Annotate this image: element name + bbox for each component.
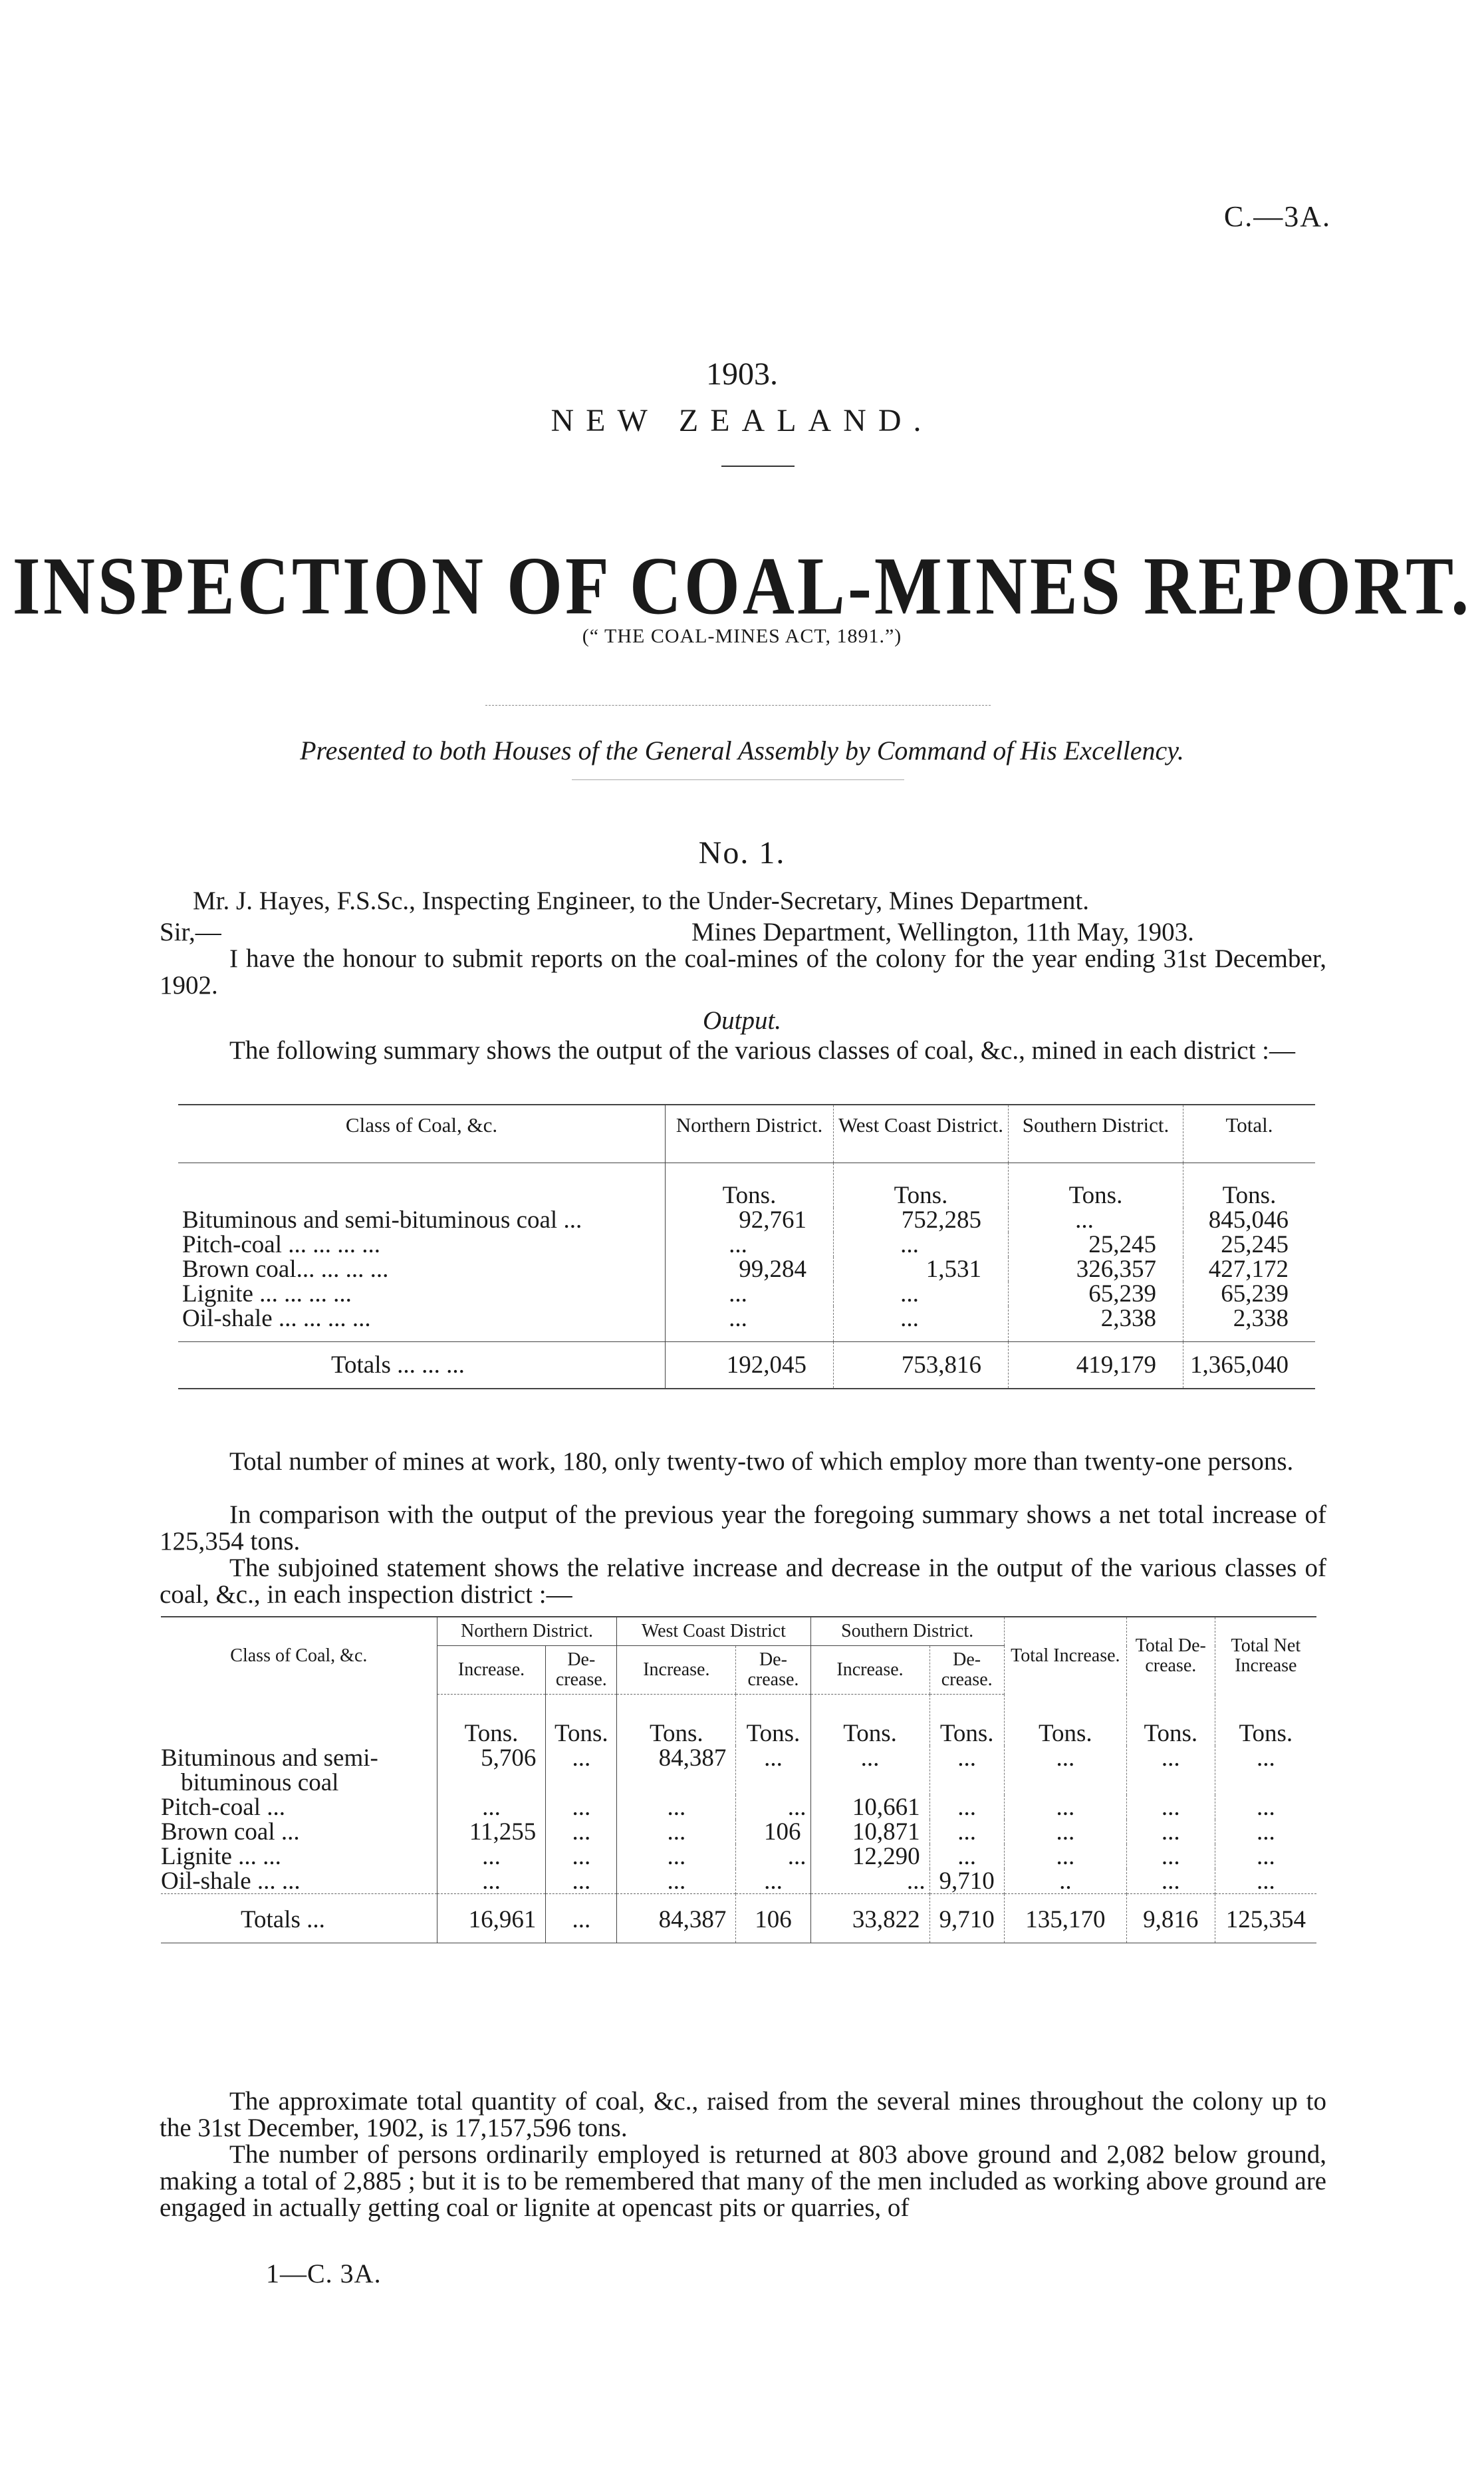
cell-value: ... [929,1844,1004,1869]
unit-label: Tons. [834,1163,1009,1208]
cell-value: 135,170 [1004,1894,1126,1943]
cell-value: ... [546,1795,617,1820]
cell-value: 11,255 [437,1820,546,1844]
col-header-southern: Southern District. [1009,1105,1183,1163]
unit-label: Tons. [437,1695,546,1746]
divider [485,705,991,706]
unit-label: Tons. [1009,1163,1183,1208]
row-label: Brown coal... ... ... ... [182,1256,389,1283]
paper-reference: C.—3A. [1223,200,1331,233]
subjoined-paragraph: The subjoined statement shows the relative increase and decrease in the output of the various classes of coal, &c., in each inspection district :— [160,1554,1326,1609]
sub-header-increase: Increase. [810,1646,929,1695]
cell-value: 1,365,040 [1183,1342,1316,1389]
unit-label: Tons. [736,1695,810,1746]
cell-value: ... [1004,1746,1126,1795]
table-row [161,1844,1316,1869]
cell-value: 33,822 [810,1894,929,1943]
cell-value: ... [810,1869,929,1894]
from-line: Mr. J. Hayes, F.S.Sc., Inspecting Engineer, to the Under-Secretary, Mines Department. [193,887,1090,915]
cell-value: ... [1215,1844,1316,1869]
cell-value: ... [736,1869,810,1894]
table-row [161,1869,1316,1894]
cell-value: ... [546,1894,617,1943]
cell-value: ... [1126,1795,1215,1820]
cell-value: 5,706 [437,1746,546,1795]
table-row [161,1795,1316,1820]
cell-value: ... [1126,1820,1215,1844]
cell-value: 427,172 [1183,1257,1316,1282]
summary-intro: The following summary shows the output of the various classes of coal, &c., mined in each district :— [229,1036,1295,1065]
col-header-total-net: Total Net Increase [1215,1617,1316,1695]
sub-header-increase: Increase. [437,1646,546,1695]
cell-value: ... [617,1869,736,1894]
cell-value: 752,285 [834,1208,1009,1232]
cell-value: 419,179 [1009,1342,1183,1389]
cell-value: ... [1126,1869,1215,1894]
unit-label: Tons. [1004,1695,1126,1746]
table-row [178,1257,1315,1282]
row-label: Oil-shale ... ... [161,1867,301,1895]
table-row [178,1208,1315,1232]
cell-value: ... [546,1844,617,1869]
unit-label: Tons. [1215,1695,1316,1746]
cell-value: ... [834,1306,1009,1342]
cell-value: 753,816 [834,1342,1009,1389]
cell-value: 16,961 [437,1894,546,1943]
divider [721,466,795,467]
unit-label: Tons. [617,1695,736,1746]
place-date: Mines Department, Wellington, 11th May, 1903. [691,918,1194,946]
unit-label: Tons. [546,1695,617,1746]
row-label: Pitch-coal ... ... ... ... [182,1231,381,1258]
col-header-total-increase: Total Increase. [1004,1617,1126,1695]
cell-value: ... [834,1232,1009,1257]
cell-value: 106 [736,1894,810,1943]
row-label: Totals ... [161,1894,437,1943]
cell-value: 25,245 [1183,1232,1316,1257]
col-header-northern: Northern District. [437,1617,617,1646]
cell-value: ... [437,1795,546,1820]
unit-label: Tons. [929,1695,1004,1746]
row-label: Lignite ... ... [161,1843,281,1870]
cell-value: ... [546,1820,617,1844]
presented-line: Presented to both Houses of the General Assembly by Command of His Excellency. [300,736,1184,765]
col-header-west-coast: West Coast District [617,1617,810,1646]
page-footer: 1—C. 3A. [266,2259,382,2288]
unit-label: Tons. [666,1163,834,1208]
cell-value: ... [929,1820,1004,1844]
cell-value: ... [666,1232,834,1257]
cell-value: .. [1004,1869,1126,1894]
unit-label: Tons. [810,1695,929,1746]
cell-value: 10,661 [810,1795,929,1820]
cell-value: 9,710 [929,1894,1004,1943]
cell-value: ... [666,1306,834,1342]
table-row [178,1306,1315,1342]
cell-value: 10,871 [810,1820,929,1844]
cell-value: 65,239 [1183,1282,1316,1306]
cell-value: ... [666,1282,834,1306]
col-header-class: Class of Coal, &c. [161,1617,437,1695]
cell-value: ... [1009,1208,1183,1232]
sub-header-decrease: De-crease. [929,1646,1004,1695]
sub-header-decrease: De-crease. [546,1646,617,1695]
cell-value: ... [437,1844,546,1869]
cell-value: ... [1004,1844,1126,1869]
cell-value: 99,284 [666,1257,834,1282]
row-label: Oil-shale ... ... ... ... [182,1305,371,1332]
country-heading: NEW ZEALAND. [551,403,933,438]
cell-value: 65,239 [1009,1282,1183,1306]
col-header-southern: Southern District. [810,1617,1004,1646]
cell-value: 192,045 [666,1342,834,1389]
cell-value: ... [736,1746,810,1795]
totals-row [178,1342,1315,1389]
cell-value: ... [736,1844,810,1869]
increase-decrease-table [161,1616,1316,1943]
table-row [178,1232,1315,1257]
row-label-line: Bituminous and semi- [161,1744,378,1772]
row-label-line: bituminous coal [181,1769,339,1796]
sub-header-decrease: De-crease. [736,1646,810,1695]
cell-value: 125,354 [1215,1894,1316,1943]
persons-paragraph: The number of persons ordinarily employed is returned at 803 above ground and 2,082 below ground, making a total of 2,885 ; but it is to be remembered that many of the men included as working above ground are engaged in actually getting coal or lignite at opencast pits or quarries, of [160,2140,1326,2222]
col-header-total: Total. [1183,1105,1316,1163]
cell-value: ... [810,1746,929,1795]
cell-value: 92,761 [666,1208,834,1232]
output-heading: Output. [702,1006,782,1035]
cell-value: 12,290 [810,1844,929,1869]
cell-value: ... [736,1795,810,1820]
cell-value: ... [1004,1795,1126,1820]
row-label: Lignite ... ... ... ... [182,1280,352,1308]
cell-value: 1,531 [834,1257,1009,1282]
cell-value: 2,338 [1183,1306,1316,1342]
cell-value: ... [1126,1746,1215,1795]
col-header-class: Class of Coal, &c. [178,1105,666,1163]
cell-value: ... [617,1820,736,1844]
act-subtitle: (“ THE COAL-MINES ACT, 1891.”) [582,625,902,647]
intro-paragraph: I have the honour to submit reports on the coal-mines of the colony for the year ending 31st December, 1902. [160,944,1326,1000]
unit-label: Tons. [1126,1695,1215,1746]
row-label: Bituminous and semi-bituminous coal ... [182,1206,582,1234]
report-number: No. 1. [698,835,786,871]
cell-value: 845,046 [1183,1208,1316,1232]
cell-value: 25,245 [1009,1232,1183,1257]
cell-value: ... [929,1795,1004,1820]
cell-value: 106 [736,1820,810,1844]
cell-value: ... [546,1746,617,1795]
cell-value: 9,710 [929,1869,1004,1894]
sub-header-increase: Increase. [617,1646,736,1695]
table-row [161,1746,1316,1795]
cell-value: 2,338 [1009,1306,1183,1342]
col-header-west-coast: West Coast District. [834,1105,1009,1163]
report-year: 1903. [706,356,778,392]
col-header-total-decrease: Total De-crease. [1126,1617,1215,1695]
table-row [178,1282,1315,1306]
cell-value: 326,357 [1009,1257,1183,1282]
table-row [161,1820,1316,1844]
cell-value: ... [1126,1844,1215,1869]
row-label: Totals ... ... ... [178,1342,666,1389]
row-label: Pitch-coal ... [161,1794,286,1821]
cell-value: ... [929,1746,1004,1795]
row-label [161,1746,437,1795]
cell-value: ... [617,1795,736,1820]
report-title: INSPECTION OF COAL-MINES REPORT. [12,541,1472,632]
quantity-paragraph: The approximate total quantity of coal, &c., raised from the several mines throughout the colony up to the 31st December, 1902, is 17,157,596 tons. [160,2087,1326,2142]
cell-value: 84,387 [617,1746,736,1795]
cell-value: ... [1215,1746,1316,1795]
cell-value: ... [617,1844,736,1869]
cell-value: ... [1215,1795,1316,1820]
output-summary-table [178,1104,1315,1389]
row-label: Brown coal ... [161,1818,300,1846]
cell-value: ... [546,1869,617,1894]
divider [572,779,904,780]
unit-label: Tons. [1183,1163,1316,1208]
col-header-northern: Northern District. [666,1105,834,1163]
cell-value: 84,387 [617,1894,736,1943]
cell-value: ... [437,1869,546,1894]
cell-value: ... [834,1282,1009,1306]
comparison-paragraph: In comparison with the output of the previous year the foregoing summary shows a net total increase of 125,354 tons. [160,1500,1326,1556]
mines-paragraph: Total number of mines at work, 180, only twenty-two of which employ more than twenty-one persons. [229,1447,1294,1476]
cell-value: ... [1004,1820,1126,1844]
totals-row [161,1894,1316,1943]
cell-value: 9,816 [1126,1894,1215,1943]
salutation: Sir,— [160,918,221,946]
cell-value: ... [1215,1869,1316,1894]
cell-value: ... [1215,1820,1316,1844]
